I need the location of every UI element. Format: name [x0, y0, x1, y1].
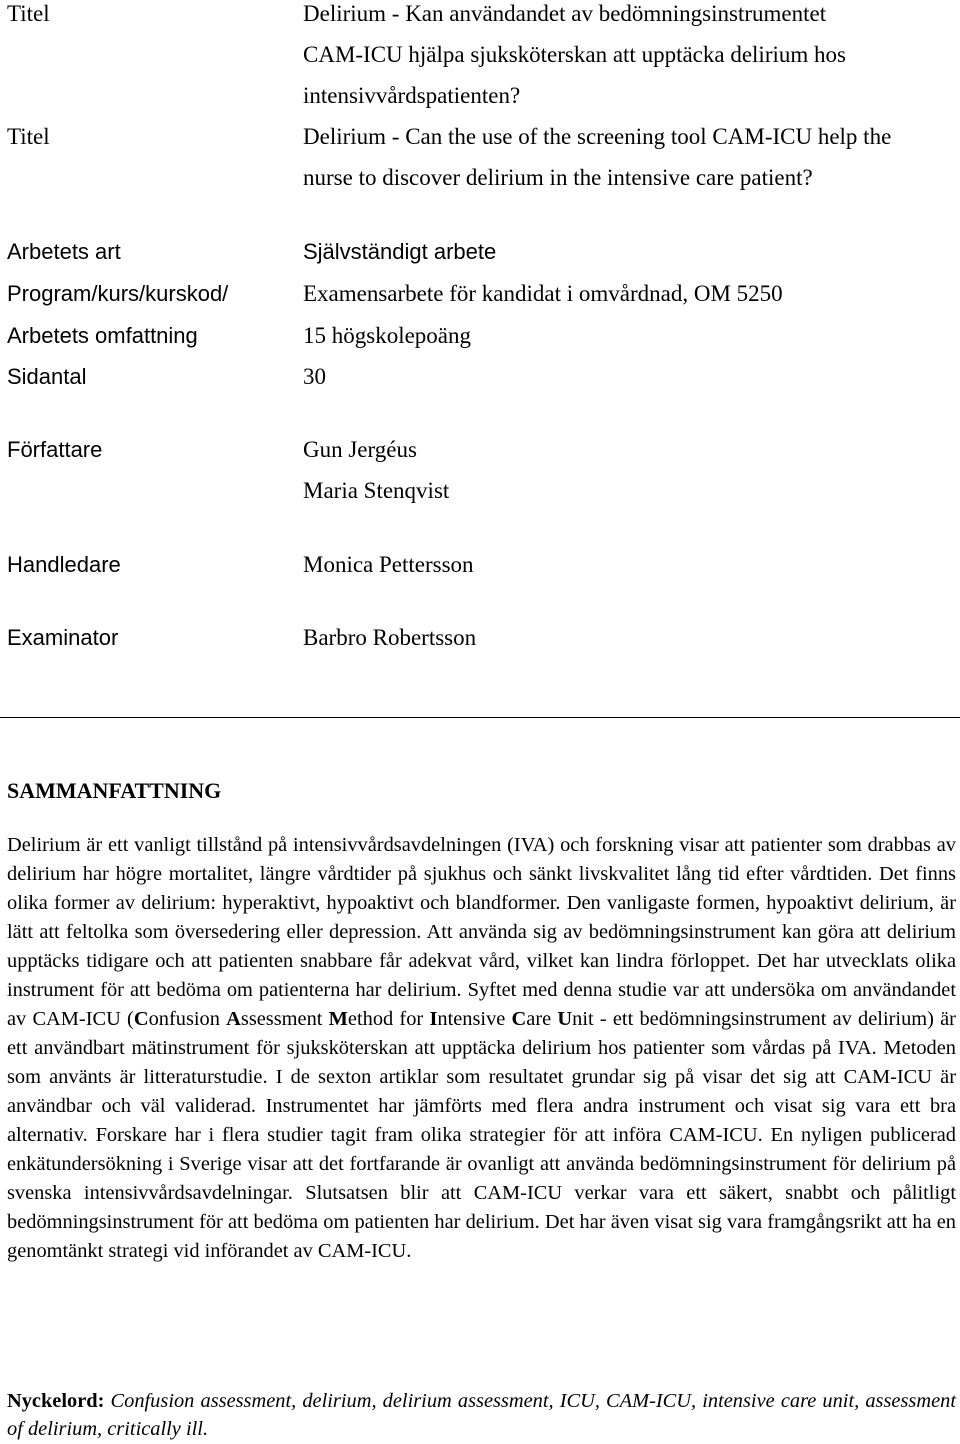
- scope-label: Arbetets omfattning: [7, 323, 198, 348]
- pages-value: 30: [303, 364, 326, 389]
- acronym-initial: M: [328, 1008, 348, 1030]
- acronym-initial: C: [511, 1008, 527, 1030]
- section-divider: [0, 717, 960, 718]
- keywords: [7, 1387, 956, 1443]
- work-type-label: Arbetets art: [7, 239, 121, 264]
- acronym-expansion: [134, 1008, 594, 1030]
- examiner-name: Barbro Robertsson: [303, 625, 477, 650]
- acronym-initial: A: [226, 1008, 241, 1030]
- acronym-initial: C: [133, 1008, 149, 1030]
- pages-label: Sidantal: [7, 364, 87, 389]
- title-sv-line: intensivvårdspatienten?: [303, 83, 521, 108]
- authors-label: Författare: [7, 437, 103, 462]
- acronym-initial: I: [429, 1008, 438, 1030]
- summary-heading: SAMMANFATTNING: [7, 778, 222, 803]
- title-en-line: Delirium - Can the use of the screening tool CAM-ICU help the: [303, 124, 892, 149]
- acronym-initial: U: [557, 1008, 573, 1030]
- examiner-label: Examinator: [7, 625, 119, 650]
- title-en-line: nurse to discover delirium in the intensive care patient?: [303, 165, 813, 190]
- acronym-rest: ssessment: [240, 1008, 329, 1030]
- scope-value: 15 högskolepoäng: [303, 323, 472, 348]
- program-label: Program/kurs/kurskod/: [7, 281, 229, 306]
- author-name: Gun Jergéus: [303, 437, 417, 462]
- keywords-label: Nyckelord:: [7, 1390, 105, 1412]
- author-name: Maria Stenqvist: [303, 478, 450, 503]
- work-type-value: Självständigt arbete: [303, 239, 497, 264]
- acronym-rest: ntensive: [437, 1008, 512, 1030]
- acronym-rest: nit: [572, 1008, 594, 1030]
- authors-list: [303, 429, 449, 511]
- title-en-label: Titel: [7, 124, 50, 149]
- title-en-value: [303, 116, 891, 198]
- acronym-rest: are: [526, 1008, 558, 1030]
- summary-body: [7, 831, 956, 1266]
- program-value: Examensarbete för kandidat i omvårdnad, OM 5250: [303, 281, 783, 306]
- acronym-rest: ethod for: [347, 1008, 430, 1030]
- supervisor-label: Handledare: [7, 552, 121, 577]
- summary-text: Delirium är ett vanligt tillstånd på intensivvårdsavdelningen (IVA) och forskning visar att patienter som drabbas av delirium har högre mortalitet, längre vårdtider på sjukhus och sänkt livskvalitet lång tid efter vårdtiden. Det finns olika former av delirium: hyperaktivt, hypoaktivt och blandformer. Den vanligaste formen, hypoaktivt delirium, är lätt att feltolka som översedering eller depression. Att använda sig av bedömningsinstrument kan göra att delirium upptäcks tidigare och att patienten snabbare får adekvat vård, vilket kan lindra förloppet. Det har utvecklats olika instrument för att bedöma om patienterna har delirium. Syftet med denna studie var att undersöka om användandet av CAM-ICU (: [7, 834, 956, 1030]
- title-sv-line: CAM-ICU hjälpa sjuksköterskan att upptäcka delirium hos: [303, 42, 846, 67]
- title-sv-label: Titel: [7, 1, 50, 26]
- title-sv-value: [303, 0, 846, 116]
- supervisor-name: Monica Pettersson: [303, 552, 474, 577]
- summary-text-continued: - ett bedömningsinstrument av delirium) är ett användbart mätinstrument för sjuksköterskan att upptäcka delirium hos patienter som vårdas på IVA. Metoden som använts är litteraturstudie. I de sexton artiklar som resultatet grundar sig på visar det sig att CAM-ICU är användbar och väl validerad. Instrumentet har jämförts med flera andra instrument och visat sig vara ett bra alternativ. Forskare har i flera studier tagit fram olika strategier för att införa CAM-ICU. En nyligen publicerad enkätundersökning i Sverige visar att det fortfarande är ovanligt att använda bedömningsinstrument för delirium på svenska intensivvårdsavdelningar. Slutsatsen blir att CAM-ICU verkar vara ett säkert, snabbt och pålitligt bedömningsinstrument för att bedöma om patienten har delirium. Det har även visat sig vara framgångsrikt att ha en genomtänkt strategi vid införandet av CAM-ICU.: [7, 1008, 956, 1262]
- keywords-text: Confusion assessment, delirium, delirium assessment, ICU, CAM-ICU, intensive care unit, assessment of delirium, critically ill.: [7, 1390, 956, 1440]
- acronym-rest: onfusion: [148, 1008, 227, 1030]
- title-sv-line: Delirium - Kan användandet av bedömningsinstrumentet: [303, 1, 827, 26]
